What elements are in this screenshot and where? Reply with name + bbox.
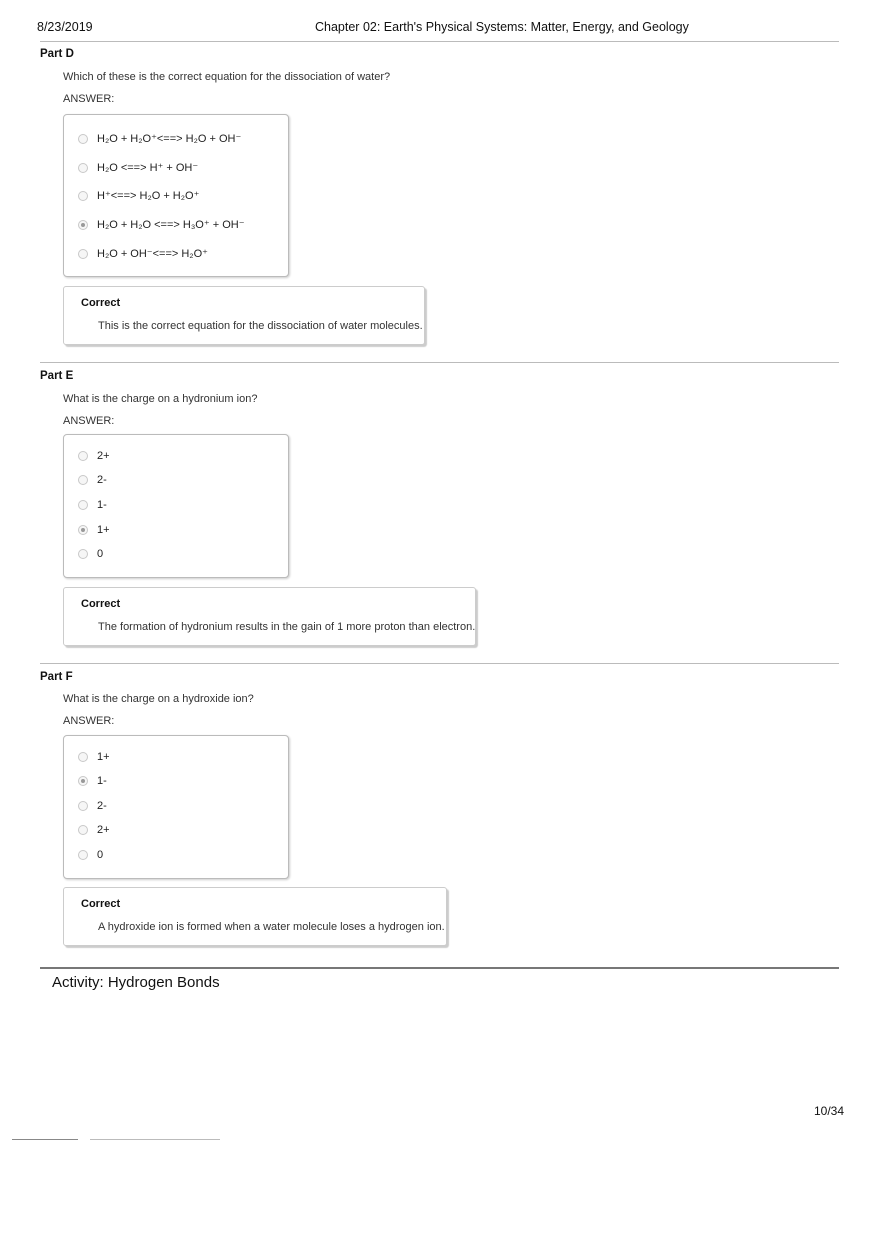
choice-label: 1+ [97,751,110,763]
part-d-answer-label: ANSWER: [63,93,115,105]
choice-row[interactable] [78,751,110,763]
choice-row[interactable] [78,548,103,560]
choice-row[interactable] [78,474,107,486]
choice-label: H₂O + H₂O <==> H₃O⁺ + OH⁻ [97,219,245,231]
part-d-section [40,48,839,332]
choice-row[interactable] [78,775,107,787]
part-d-question: Which of these is the correct equation for the dissociation of water? [63,71,391,83]
choice-label: H₂O + OH⁻<==> H₂O⁺ [97,248,208,260]
header-divider [40,41,839,42]
choice-row[interactable] [78,824,110,836]
part-d-choices [63,114,289,277]
choice-label: 1- [97,499,107,511]
choice-row[interactable] [78,849,103,861]
choice-row[interactable] [78,800,107,812]
choice-label: 0 [97,548,104,560]
section-divider [40,663,839,664]
choice-row[interactable] [78,450,110,462]
choice-row[interactable] [78,247,208,260]
activity-divider [40,967,839,969]
radio-button-selected[interactable] [78,525,88,535]
feedback-text: The formation of hydronium results in the gain of 1 more proton than electron. [98,621,476,633]
choice-label: 1+ [97,524,110,536]
choice-label: H⁺<==> H₂O + H₂O⁺ [97,190,200,202]
radio-button[interactable] [78,801,88,811]
section-divider [40,362,839,363]
choice-label: 2+ [97,450,110,462]
radio-button[interactable] [78,825,88,835]
part-e-title: Part E [40,370,74,382]
radio-button[interactable] [78,191,88,201]
choice-label: 0 [97,849,104,861]
activity-title: Activity: Hydrogen Bonds [52,974,220,991]
part-d-title: Part D [40,48,74,60]
part-f-title: Part F [40,671,73,683]
feedback-text: This is the correct equation for the dissociation of water molecules. [98,320,423,332]
feedback-title: Correct [81,598,121,610]
choice-label: 2- [97,474,107,486]
radio-button[interactable] [78,163,88,173]
header-title: Chapter 02: Earth's Physical Systems: Matter, Energy, and Geology [315,20,689,34]
choice-row[interactable] [78,161,198,174]
choice-label: 2+ [97,824,110,836]
part-f-answer-label: ANSWER: [63,715,115,727]
footer-rule-faint [90,1139,220,1140]
radio-button-selected[interactable] [78,220,88,230]
choice-label: H₂O <==> H⁺ + OH⁻ [97,162,199,174]
radio-button[interactable] [78,134,88,144]
radio-button-selected[interactable] [78,776,88,786]
part-f-section [40,671,839,933]
choice-row[interactable] [78,132,241,145]
page-number: 10/34 [814,1104,845,1118]
part-e-answer-label: ANSWER: [63,415,115,427]
choice-label: H₂O + H₂O⁺<==> H₂O + OH⁻ [97,133,242,145]
part-e-section [40,370,839,633]
radio-button[interactable] [78,451,88,461]
feedback-title: Correct [81,898,121,910]
choice-label: 2- [97,800,107,812]
radio-button[interactable] [78,549,88,559]
part-f-feedback [63,887,447,946]
radio-button[interactable] [78,752,88,762]
choice-label: 1- [97,775,107,787]
footer-rule [12,1139,78,1140]
header-date: 8/23/2019 [37,20,93,34]
part-f-question: What is the charge on a hydroxide ion? [63,693,254,705]
radio-button[interactable] [78,850,88,860]
choice-row[interactable] [78,524,110,536]
choice-row[interactable] [78,218,245,231]
choice-row[interactable] [78,189,199,202]
choice-row[interactable] [78,499,107,511]
part-f-choices [63,735,289,879]
radio-button[interactable] [78,500,88,510]
part-e-choices [63,434,289,578]
radio-button[interactable] [78,249,88,259]
part-e-feedback [63,587,476,646]
radio-button[interactable] [78,475,88,485]
feedback-text: A hydroxide ion is formed when a water molecule loses a hydrogen ion. [98,921,445,933]
part-e-question: What is the charge on a hydronium ion? [63,393,258,405]
feedback-title: Correct [81,297,121,309]
part-d-feedback [63,286,425,345]
